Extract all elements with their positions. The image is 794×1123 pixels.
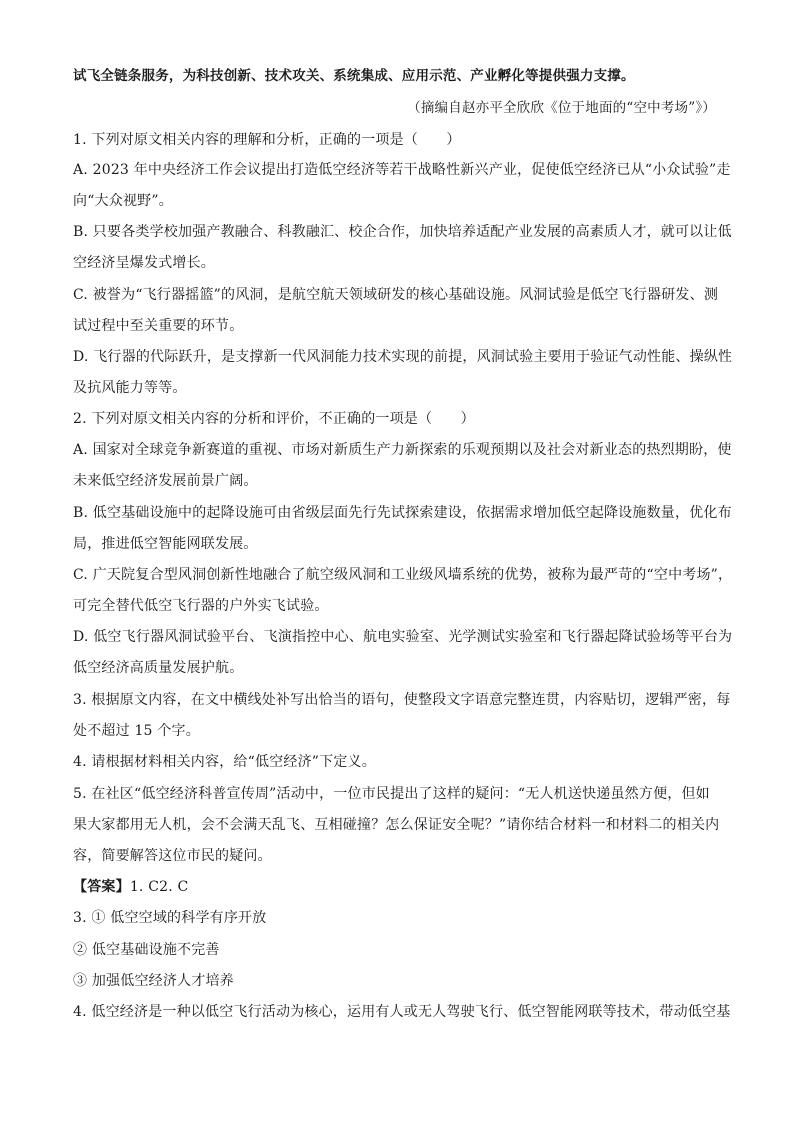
answer-3-item-1: 3. ① 低空空域的科学有序开放 (73, 910, 267, 926)
q2-option-b-line2: 局，推进低空智能网联发展。 (73, 536, 258, 552)
question-5-line3: 容，简要解答这位市民的疑问。 (73, 848, 272, 864)
question-5-line2: 果大家都用无人机，会不会满天乱飞、互相碰撞？怎么保证安全呢？”请你结合材料一和材料二的相关内 (73, 817, 720, 833)
answer-label: 【答案】 (73, 879, 130, 895)
question-5-line1: 5. 在社区“低空经济科普宣传周”活动中，一位市民提出了这样的疑问：“无人机送快递虽然方便，但如 (73, 786, 710, 802)
q1-option-a-line2: 向“大众视野”。 (73, 193, 173, 209)
q1-option-c-line2: 试过程中至关重要的环节。 (73, 318, 244, 334)
answer-3-item-3: ③ 加强低空经济人才培养 (73, 973, 234, 989)
q2-option-c-line1: C. 广天院复合型风洞创新性地融合了航空级风洞和工业级风墙系统的优势，被称为最严苛的“空中考场”， (73, 567, 733, 583)
answer-3-item-2: ② 低空基础设施不完善 (73, 942, 220, 958)
question-4: 4. 请根据材料相关内容，给“低空经济”下定义。 (73, 754, 376, 770)
source-citation: （摘编自赵亦平全欣欣《位于地面的“空中考场”》） (407, 100, 716, 116)
q1-option-b-line1: B. 只要各类学校加强产教融合、科教融汇、校企合作，加快培养适配产业发展的高素质人才，就可以让低 (73, 224, 732, 240)
q2-option-d-line1: D. 低空飞行器风洞试验平台、飞演指控中心、航电实验室、光学测试实验室和飞行器起降试验场等平台为 (73, 629, 733, 645)
question-1-stem: 1. 下列对原文相关内容的理解和分析，正确的一项是（ ） (73, 132, 461, 148)
question-3-line1: 3. 根据原文内容，在文中横线处补写出恰当的语句，使整段文字语意完整连贯，内容贴切，逻辑严密，每 (73, 692, 731, 708)
q1-option-d-line1: D. 飞行器的代际跃升，是支撑新一代风洞能力技术实现的前提，风洞试验主要用于验证气动性能、操纵性 (73, 349, 733, 365)
q2-option-d-line2: 低空经济高质量发展护航。 (73, 660, 244, 676)
question-3-line2: 处不超过 15 个字。 (73, 723, 200, 739)
q1-option-b-line2: 空经济呈爆发式增长。 (73, 255, 215, 271)
q2-option-a-line2: 未来低空经济发展前景广阔。 (73, 473, 258, 489)
q1-option-a-line1: A. 2023 年中央经济工作会议提出打造低空经济等若干战略性新兴产业，促使低空经济已从“小众试验”走 (73, 162, 731, 178)
question-2-stem: 2. 下列对原文相关内容的分析和评价，不正确的一项是（ ） (73, 411, 475, 427)
q1-option-c-line1: C. 被誉为“飞行器摇篮”的风洞，是航空航天领域研发的核心基础设施。风洞试验是低空飞行器研发、测 (73, 287, 719, 303)
q1-option-d-line2: 及抗风能力等等。 (73, 380, 187, 396)
q2-option-c-line2: 可完全替代低空飞行器的户外实飞试验。 (73, 598, 329, 614)
intro-line: 试飞全链条服务，为科技创新、技术攻关、系统集成、应用示范、产业孵化等提供强力支撑。 (73, 68, 635, 84)
answer-line (73, 877, 734, 897)
answer-4-line1: 4. 低空经济是一种以低空飞行活动为核心，运用有人或无人驾驶飞行、低空智能网联等技术，带动低空基 (73, 1004, 731, 1020)
q2-option-b-line1: B. 低空基础设施中的起降设施可由省级层面先行先试探索建设，依据需求增加低空起降设施数量，优化布 (73, 505, 732, 521)
answer-choices: 1. C2. C (129, 879, 189, 895)
q2-option-a-line1: A. 国家对全球竞争新赛道的重视、市场对新质生产力新探索的乐观预期以及社会对新业态的热烈期盼，使 (73, 442, 732, 458)
